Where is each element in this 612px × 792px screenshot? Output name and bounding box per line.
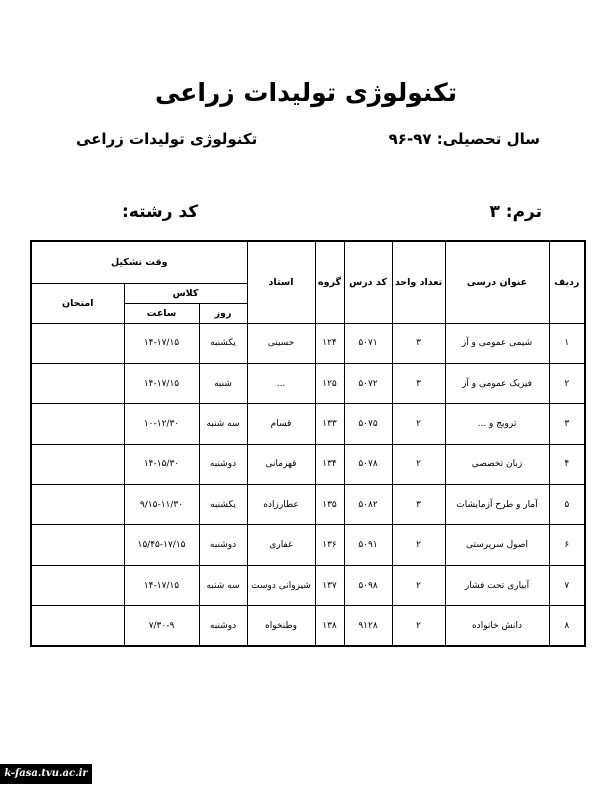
cell-day: یکشنبه <box>199 323 247 363</box>
major-name: تکنولوژی تولیدات زراعی <box>76 130 258 148</box>
cell-course-title: زبان تخصصی <box>445 444 549 484</box>
table-row <box>31 606 585 646</box>
header-class: کلاس <box>124 283 247 303</box>
major-code-label: کد رشته: <box>122 202 199 222</box>
cell-course-code: ۵۰۷۱ <box>344 323 392 363</box>
header-row-no: ردیف <box>549 241 585 323</box>
site-url-badge[interactable]: k-fasa.tvu.ac.ir <box>0 764 92 784</box>
cell-units: ۲ <box>392 565 445 605</box>
cell-units: ۳ <box>392 485 445 525</box>
cell-units: ۳ <box>392 323 445 363</box>
cell-units: ۲ <box>392 444 445 484</box>
cell-time: ۱۵/۴۵-۱۷/۱۵ <box>124 525 199 565</box>
cell-exam <box>31 404 124 444</box>
cell-day: دوشنبه <box>199 444 247 484</box>
header-time: ساعت <box>124 303 199 323</box>
course-schedule-table <box>30 240 586 647</box>
cell-instructor: قهرمانی <box>247 444 315 484</box>
cell-group: ۱۳۳ <box>315 404 344 444</box>
cell-instructor: حسینی <box>247 323 315 363</box>
cell-group: ۱۳۸ <box>315 606 344 646</box>
cell-group: ۱۳۷ <box>315 565 344 605</box>
table-row <box>31 485 585 525</box>
cell-time: ۱۴-۱۷/۱۵ <box>124 323 199 363</box>
cell-group: ۱۲۴ <box>315 323 344 363</box>
header-instructor: استاد <box>247 241 315 323</box>
cell-exam <box>31 485 124 525</box>
cell-day: سه شنبه <box>199 565 247 605</box>
cell-instructor: غفاری <box>247 525 315 565</box>
cell-row-no: ۸ <box>549 606 585 646</box>
header-schedule: وقت تشکیل <box>31 241 247 283</box>
cell-row-no: ۴ <box>549 444 585 484</box>
cell-day: سه شنبه <box>199 404 247 444</box>
cell-units: ۲ <box>392 525 445 565</box>
academic-year: سال تحصیلی: ۹۷-۹۶ <box>388 130 540 148</box>
cell-time: ۹/۱۵-۱۱/۳۰ <box>124 485 199 525</box>
header-exam: امتحان <box>31 283 124 323</box>
header-group: گروه <box>315 241 344 323</box>
cell-group: ۱۳۴ <box>315 444 344 484</box>
cell-course-title: اصول سرپرستی <box>445 525 549 565</box>
cell-day: یکشنبه <box>199 485 247 525</box>
cell-row-no: ۱ <box>549 323 585 363</box>
cell-course-code: ۵۰۷۲ <box>344 363 392 403</box>
cell-course-code: ۵۰۷۵ <box>344 404 392 444</box>
cell-course-title: آبیاری تحت فشار <box>445 565 549 605</box>
cell-exam <box>31 444 124 484</box>
cell-instructor: قسام <box>247 404 315 444</box>
cell-row-no: ۲ <box>549 363 585 403</box>
cell-units: ۳ <box>392 363 445 403</box>
cell-group: ۱۳۶ <box>315 525 344 565</box>
cell-course-code: ۵۰۷۸ <box>344 444 392 484</box>
cell-instructor: عطارزاده <box>247 485 315 525</box>
table-row <box>31 444 585 484</box>
cell-course-code: ۵۰۹۱ <box>344 525 392 565</box>
cell-exam <box>31 323 124 363</box>
cell-time: ۷/۳۰-۹ <box>124 606 199 646</box>
cell-day: دوشنبه <box>199 525 247 565</box>
cell-row-no: ۳ <box>549 404 585 444</box>
cell-group: ۱۳۵ <box>315 485 344 525</box>
cell-time: ۱۴-۱۷/۱۵ <box>124 565 199 605</box>
cell-course-code: ۹۱۲۸ <box>344 606 392 646</box>
table-row <box>31 525 585 565</box>
cell-time: ۱۰-۱۲/۳۰ <box>124 404 199 444</box>
header-course-code: کد درس <box>344 241 392 323</box>
header-course-title: عنوان درسی <box>445 241 549 323</box>
cell-course-title: فیزیک عمومی و آز <box>445 363 549 403</box>
cell-instructor: وطنخواه <box>247 606 315 646</box>
cell-course-title: آمار و طرح آزمایشات <box>445 485 549 525</box>
cell-time: ۱۴-۱۷/۱۵ <box>124 363 199 403</box>
cell-exam <box>31 606 124 646</box>
cell-course-title: دانش خانواده <box>445 606 549 646</box>
cell-exam <box>31 565 124 605</box>
header-day: روز <box>199 303 247 323</box>
term-label: ترم: ۳ <box>489 202 542 222</box>
cell-instructor: ... <box>247 363 315 403</box>
cell-time: ۱۴-۱۵/۳۰ <box>124 444 199 484</box>
cell-course-code: ۵۰۸۲ <box>344 485 392 525</box>
cell-units: ۲ <box>392 404 445 444</box>
header-units: تعداد واحد <box>392 241 445 323</box>
table-row <box>31 323 585 363</box>
cell-course-title: شیمی عمومی و آز <box>445 323 549 363</box>
table-row <box>31 404 585 444</box>
cell-day: دوشنبه <box>199 606 247 646</box>
table-row <box>31 363 585 403</box>
cell-course-title: ترویج و ... <box>445 404 549 444</box>
cell-group: ۱۲۵ <box>315 363 344 403</box>
cell-row-no: ۵ <box>549 485 585 525</box>
cell-exam <box>31 363 124 403</box>
cell-day: شنبه <box>199 363 247 403</box>
cell-exam <box>31 525 124 565</box>
table-row <box>31 565 585 605</box>
cell-row-no: ۶ <box>549 525 585 565</box>
cell-instructor: شیروانی دوست <box>247 565 315 605</box>
page-title: تکنولوژی تولیدات زراعی <box>154 78 458 107</box>
cell-row-no: ۷ <box>549 565 585 605</box>
cell-course-code: ۵۰۹۸ <box>344 565 392 605</box>
cell-units: ۲ <box>392 606 445 646</box>
